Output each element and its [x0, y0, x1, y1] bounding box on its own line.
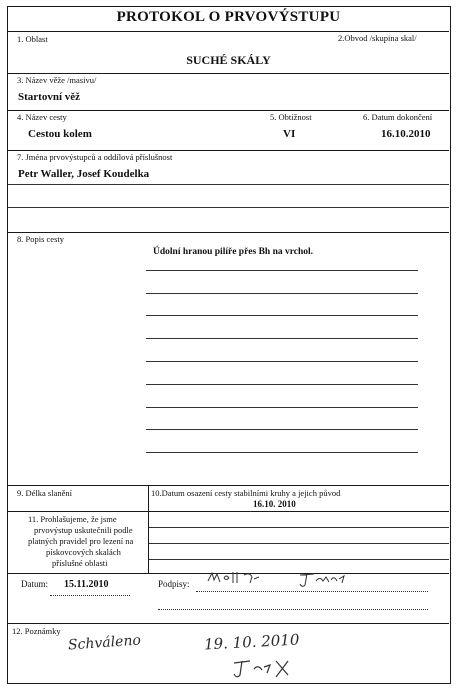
- signature-1: [206, 569, 274, 591]
- protocol-form: [7, 6, 451, 684]
- popis-value: Údolní hranou pilíře přes Bh na vrchol.: [153, 247, 314, 257]
- obvod-label: 2.Obvod /skupina skal/: [338, 33, 417, 43]
- obtiznost-label: 5. Obtížnost: [270, 112, 312, 122]
- jmena-label: 7. Jména prvovýstupců a oddílová příslušnost: [17, 152, 173, 162]
- jmena-value: Petr Waller, Josef Koudelka: [18, 168, 150, 180]
- handwritten-signature: [230, 655, 314, 681]
- datum-label: Datum:: [21, 579, 48, 589]
- podpisy-label: Podpisy:: [158, 579, 190, 589]
- datum-dokonceni-label: 6. Datum dokončení: [363, 112, 433, 122]
- signature-2: [296, 569, 354, 591]
- form-title: PROTOKOL O PRVOVÝSTUPU: [116, 9, 341, 25]
- oblast-label: 1. Oblast: [17, 34, 48, 44]
- obtiznost-value: VI: [283, 128, 296, 140]
- delka-label: 9. Délka slanění: [17, 488, 72, 498]
- prohlaseni-line-4: pískovcových skalách: [46, 547, 121, 557]
- prohlaseni-line-3: platných pravidel pro lezení na: [28, 536, 134, 546]
- veze-value: Startovní věž: [18, 91, 81, 103]
- cesta-value: Cestou kolem: [28, 128, 92, 140]
- cesta-label: 4. Název cesty: [17, 112, 67, 122]
- handwritten-note: Schváleno: [67, 632, 142, 654]
- osazeni-label: 10.Datum osazení cesty stabilními kruhy a jejich původ: [151, 488, 341, 498]
- oblast-value: SUCHÉ SKÁLY: [186, 53, 271, 67]
- prohlaseni-line-5: příslušné oblasti: [52, 558, 108, 568]
- popis-label: 8. Popis cesty: [17, 234, 64, 244]
- osazeni-value: 16.10. 2010: [253, 499, 296, 509]
- datum-value: 15.11.2010: [64, 579, 109, 590]
- datum-dokonceni-value: 16.10.2010: [381, 128, 431, 140]
- prohlaseni-line-2: prvovýstup uskutečnili podle: [34, 525, 133, 535]
- veze-label: 3. Název věže /masivu/: [17, 75, 97, 85]
- handwritten-date: 19. 10. 2010: [203, 630, 300, 654]
- poznamky-label: 12. Poznámky: [12, 626, 61, 636]
- prohlaseni-line-1: 11. Prohlašujeme, že jsme: [28, 514, 117, 524]
